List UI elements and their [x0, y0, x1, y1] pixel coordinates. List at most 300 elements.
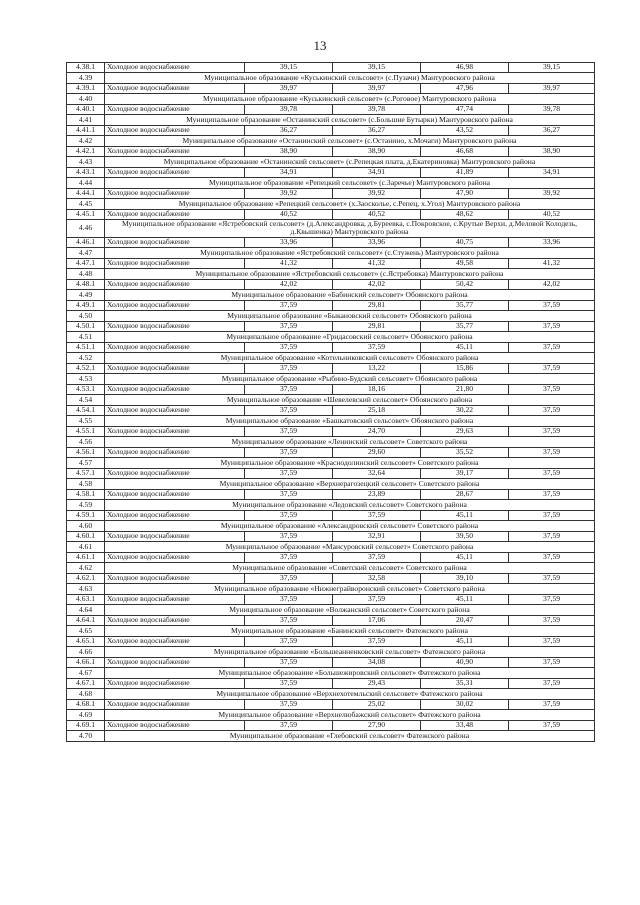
tariff-value: 29,60: [333, 447, 421, 457]
table-row: [67, 258, 595, 268]
tariff-value: 29,43: [333, 678, 421, 688]
municipality-title: Муниципальное образование «Большеанненковский сельсовет» Фатежского района: [105, 646, 595, 657]
tariff-value: 25,02: [333, 699, 421, 709]
service-name: Холодное водоснабжение: [105, 63, 245, 73]
tariff-value: 40,52: [245, 210, 333, 220]
tariff-value: 45,11: [421, 636, 509, 646]
municipality-row: [67, 310, 595, 321]
tariff-value: 37,59: [509, 363, 595, 373]
municipality-row: [67, 394, 595, 405]
municipality-row: [67, 115, 595, 126]
service-name: Холодное водоснабжение: [105, 510, 245, 520]
municipality-title: Муниципальное образование «Куськинский сельсовет» (с.Пузачи) Мантуровского района: [105, 73, 595, 84]
tariff-value: 37,59: [245, 699, 333, 709]
municipality-row: [67, 478, 595, 489]
table-row: [67, 237, 595, 247]
municipality-title: Муниципальное образование «Котельниковский сельсовет» Обоянского района: [105, 352, 595, 363]
table-row: [67, 300, 595, 310]
row-number: 4.42.1: [67, 147, 105, 157]
row-number: 4.45: [67, 199, 105, 210]
municipality-title: Муниципальное образование «Быкановский сельсовет» Обоянского района: [105, 310, 595, 321]
tariff-value: 35,31: [421, 678, 509, 688]
municipality-title: Муниципальное образование «Краснодолинский сельсовет» Советского района: [105, 457, 595, 468]
municipality-row: [67, 520, 595, 531]
municipality-row: [67, 730, 595, 741]
row-number: 4.44: [67, 178, 105, 189]
row-number: 4.42: [67, 136, 105, 147]
row-number: 4.70: [67, 730, 105, 741]
tariff-value: 37,59: [245, 636, 333, 646]
tariff-value: 20,47: [421, 615, 509, 625]
municipality-title: Муниципальное образование «Шевелевский сельсовет» Обоянского района: [105, 394, 595, 405]
tariff-value: 37,59: [509, 342, 595, 352]
tariff-value: 37,59: [245, 594, 333, 604]
row-number: 4.54: [67, 394, 105, 405]
table-row: [67, 84, 595, 94]
municipality-row: [67, 625, 595, 636]
tariff-value: 17,06: [333, 615, 421, 625]
municipality-row: [67, 73, 595, 84]
tariff-value: 37,59: [509, 384, 595, 394]
tariff-value: 49,58: [421, 258, 509, 268]
service-name: Холодное водоснабжение: [105, 147, 245, 157]
row-number: 4.57: [67, 457, 105, 468]
table-row: [67, 468, 595, 478]
service-name: Холодное водоснабжение: [105, 237, 245, 247]
tariff-value: 41,32: [245, 258, 333, 268]
table-row: [67, 699, 595, 709]
row-number: 4.41: [67, 115, 105, 126]
tariff-value: 15,86: [421, 363, 509, 373]
row-number: 4.63.1: [67, 594, 105, 604]
table-row: [67, 447, 595, 457]
municipality-row: [67, 247, 595, 258]
municipality-row: [67, 457, 595, 468]
service-name: Холодное водоснабжение: [105, 363, 245, 373]
tariff-value: 39,92: [245, 189, 333, 199]
row-number: 4.52: [67, 352, 105, 363]
service-name: Холодное водоснабжение: [105, 189, 245, 199]
row-number: 4.64.1: [67, 615, 105, 625]
row-number: 4.40.1: [67, 105, 105, 115]
municipality-row: [67, 268, 595, 279]
row-number: 4.62: [67, 562, 105, 573]
municipality-title: Муниципальное образование «Мансуровский сельсовет» Советского района: [105, 541, 595, 552]
table-row: [67, 510, 595, 520]
row-number: 4.65.1: [67, 636, 105, 646]
municipality-title: Муниципальное образование «Большежировский сельсовет» Фатежского района: [105, 667, 595, 678]
tariff-value: 39,50: [421, 531, 509, 541]
tariff-value: 36,27: [245, 126, 333, 136]
tariff-value: 37,59: [245, 552, 333, 562]
row-number: 4.43: [67, 157, 105, 168]
tariff-value: 37,59: [333, 636, 421, 646]
municipality-title: Муниципальное образование «Останинский сельсовет» (с.Большие Бутырки) Мантуровского района: [105, 115, 595, 126]
service-name: Холодное водоснабжение: [105, 573, 245, 583]
municipality-title: Муниципальное образование «Останинский сельсовет» (с.Репецкая плата, д.Екатериновка) Мантуровского района: [105, 157, 595, 168]
tariff-value: 39,78: [245, 105, 333, 115]
municipality-title: Муниципальное образование «Куськинский сельсовет» (с.Роговое) Мантуровского района: [105, 94, 595, 105]
tariff-value: 32,91: [333, 531, 421, 541]
service-name: Холодное водоснабжение: [105, 300, 245, 310]
service-name: Холодное водоснабжение: [105, 447, 245, 457]
row-number: 4.60.1: [67, 531, 105, 541]
table-row: [67, 63, 595, 73]
table-row: [67, 657, 595, 667]
tariff-value: 33,48: [421, 720, 509, 730]
tariff-value: 43,52: [421, 126, 509, 136]
tariff-value: 37,59: [509, 405, 595, 415]
municipality-row: [67, 136, 595, 147]
tariff-value: 37,59: [245, 615, 333, 625]
row-number: 4.61.1: [67, 552, 105, 562]
tariff-value: 33,96: [245, 237, 333, 247]
table-row: [67, 189, 595, 199]
tariff-value: 39,15: [333, 63, 421, 73]
service-name: Холодное водоснабжение: [105, 720, 245, 730]
tariff-value: 37,59: [509, 720, 595, 730]
row-number: 4.59: [67, 499, 105, 510]
row-number: 4.47: [67, 247, 105, 258]
tariff-value: 37,59: [333, 342, 421, 352]
municipality-title: Муниципальное образование «Александровский сельсовет» Советского района: [105, 520, 595, 531]
tariff-value: 39,15: [509, 63, 595, 73]
tariff-value: 40,75: [421, 237, 509, 247]
table-row: [67, 126, 595, 136]
tariff-value: 45,11: [421, 342, 509, 352]
tariff-value: 37,59: [509, 468, 595, 478]
municipality-title: Муниципальное образование «Репецкий сельсовет» (х.Заосколье, с.Репец, х.Угол) Мантуровского района: [105, 199, 595, 210]
table-row: [67, 168, 595, 178]
row-number: 4.66: [67, 646, 105, 657]
service-name: Холодное водоснабжение: [105, 489, 245, 499]
table-row: [67, 489, 595, 499]
municipality-title: Муниципальное образование «Ястребовский сельсовет» (с.Стужень) Мантуровского района: [105, 247, 595, 258]
tariff-value: 50,42: [421, 279, 509, 289]
row-number: 4.58: [67, 478, 105, 489]
row-number: 4.53: [67, 373, 105, 384]
municipality-title: Муниципальное образование «Ястребовский сельсовет» (д.Александровка, д.Буреевка, с.Покровское, с.Крутые Верхи, д.Меловой Колодезь, д.Квышенка) Мантуровского района: [105, 220, 595, 238]
row-number: 4.66.1: [67, 657, 105, 667]
row-number: 4.67: [67, 667, 105, 678]
table-row: [67, 636, 595, 646]
page-number: 13: [313, 38, 327, 53]
tariff-value: 29,81: [333, 321, 421, 331]
tariff-value: 27,90: [333, 720, 421, 730]
municipality-title: Муниципальное образование «Ледовский сельсовет» Советского района: [105, 499, 595, 510]
tariff-value: 47,74: [421, 105, 509, 115]
municipality-title: Муниципальное образование «Гридасовский сельсовет» Обоянского района: [105, 331, 595, 342]
tariff-value: 42,02: [333, 279, 421, 289]
municipality-title: Муниципальное образование «Ястребовский сельсовет» (с.Ястребовка) Мантуровского района: [105, 268, 595, 279]
row-number: 4.56: [67, 436, 105, 447]
tariff-value: 36,27: [509, 126, 595, 136]
row-number: 4.57.1: [67, 468, 105, 478]
row-number: 4.46: [67, 220, 105, 238]
municipality-title: Муниципальное образование «Верхнехотемльский сельсовет» Фатежского района: [105, 688, 595, 699]
tariff-value: 41,32: [509, 258, 595, 268]
tariff-value: 46,68: [421, 147, 509, 157]
row-number: 4.69: [67, 709, 105, 720]
tariff-value: 41,32: [333, 258, 421, 268]
row-number: 4.48: [67, 268, 105, 279]
service-name: Холодное водоснабжение: [105, 126, 245, 136]
municipality-row: [67, 709, 595, 720]
municipality-row: [67, 415, 595, 426]
tariff-value: 34,91: [245, 168, 333, 178]
row-number: 4.68.1: [67, 699, 105, 709]
row-number: 4.49.1: [67, 300, 105, 310]
row-number: 4.58.1: [67, 489, 105, 499]
tariff-value: 39,78: [333, 105, 421, 115]
service-name: Холодное водоснабжение: [105, 678, 245, 688]
tariff-value: 37,59: [245, 426, 333, 436]
service-name: Холодное водоснабжение: [105, 405, 245, 415]
tariff-value: 39,15: [245, 63, 333, 73]
tariff-value: 37,59: [245, 405, 333, 415]
tariff-value: 34,91: [333, 168, 421, 178]
tariff-value: 37,59: [333, 594, 421, 604]
tariff-value: 39,97: [509, 84, 595, 94]
tariff-value: 24,70: [333, 426, 421, 436]
municipality-row: [67, 178, 595, 189]
row-number: 4.44.1: [67, 189, 105, 199]
row-number: 4.55.1: [67, 426, 105, 436]
tariff-value: 37,59: [509, 552, 595, 562]
municipality-row: [67, 688, 595, 699]
tariff-value: 40,52: [509, 210, 595, 220]
row-number: 4.53.1: [67, 384, 105, 394]
tariff-value: 33,96: [509, 237, 595, 247]
tariff-value: 39,97: [333, 84, 421, 94]
row-number: 4.56.1: [67, 447, 105, 457]
table-row: [67, 594, 595, 604]
tariff-value: 48,62: [421, 210, 509, 220]
tariff-value: 40,52: [333, 210, 421, 220]
tariff-value: 34,91: [509, 168, 595, 178]
municipality-row: [67, 220, 595, 238]
tariff-value: 29,63: [421, 426, 509, 436]
tariff-value: 39,92: [509, 189, 595, 199]
tariff-value: 30,02: [421, 699, 509, 709]
tariff-value: 46,98: [421, 63, 509, 73]
tariff-table: [66, 62, 595, 742]
tariff-value: 39,10: [421, 573, 509, 583]
municipality-title: Муниципальное образование «Банинский сельсовет» Фатежского района: [105, 625, 595, 636]
row-number: 4.51: [67, 331, 105, 342]
tariff-value: 34,08: [333, 657, 421, 667]
tariff-value: 25,18: [333, 405, 421, 415]
row-number: 4.41.1: [67, 126, 105, 136]
row-number: 4.40: [67, 94, 105, 105]
table-row: [67, 615, 595, 625]
municipality-title: Муниципальное образование «Глебовский сельсовет» Фатежского района: [105, 730, 595, 741]
table-row: [67, 720, 595, 730]
service-name: Холодное водоснабжение: [105, 552, 245, 562]
tariff-value: 37,59: [245, 531, 333, 541]
municipality-row: [67, 583, 595, 594]
table-row: [67, 147, 595, 157]
table-row: [67, 678, 595, 688]
municipality-row: [67, 646, 595, 657]
tariff-value: 35,77: [421, 300, 509, 310]
tariff-value: 37,59: [245, 321, 333, 331]
tariff-value: 32,64: [333, 468, 421, 478]
table-row: [67, 210, 595, 220]
table-row: [67, 531, 595, 541]
municipality-row: [67, 562, 595, 573]
municipality-title: Муниципальное образование «Башкатовский сельсовет» Обоянского района: [105, 415, 595, 426]
tariff-value: 45,11: [421, 510, 509, 520]
tariff-value: 13,22: [333, 363, 421, 373]
tariff-value: 37,59: [509, 573, 595, 583]
tariff-value: 41,89: [421, 168, 509, 178]
row-number: 4.52.1: [67, 363, 105, 373]
municipality-row: [67, 604, 595, 615]
municipality-title: Муниципальное образование «Ленинский сельсовет» Советского района: [105, 436, 595, 447]
tariff-value: 35,52: [421, 447, 509, 457]
row-number: 4.50: [67, 310, 105, 321]
row-number: 4.61: [67, 541, 105, 552]
tariff-value: 33,96: [333, 237, 421, 247]
service-name: Холодное водоснабжение: [105, 657, 245, 667]
tariff-value: 37,59: [509, 447, 595, 457]
municipality-title: Муниципальное образование «Рыбино-Будский сельсовет» Обоянского района: [105, 373, 595, 384]
tariff-value: 37,59: [245, 720, 333, 730]
tariff-value: 42,02: [245, 279, 333, 289]
table-row: [67, 405, 595, 415]
municipality-title: Муниципальное образование «Верхнерагозецкий сельсовет» Советского района: [105, 478, 595, 489]
tariff-value: 39,97: [245, 84, 333, 94]
table-row: [67, 363, 595, 373]
service-name: Холодное водоснабжение: [105, 426, 245, 436]
tariff-value: 37,59: [509, 615, 595, 625]
service-name: Холодное водоснабжение: [105, 531, 245, 541]
municipality-title: Муниципальное образование «Верхнелюбажский сельсовет» Фатежского района: [105, 709, 595, 720]
table-row: [67, 426, 595, 436]
municipality-title: Муниципальное образование «Бабинский сельсовет» Обоянского района: [105, 289, 595, 300]
service-name: Холодное водоснабжение: [105, 636, 245, 646]
tariff-value: 23,89: [333, 489, 421, 499]
table-row: [67, 279, 595, 289]
tariff-value: 37,59: [509, 321, 595, 331]
service-name: Холодное водоснабжение: [105, 279, 245, 289]
tariff-value: 32,58: [333, 573, 421, 583]
row-number: 4.67.1: [67, 678, 105, 688]
table-row: [67, 384, 595, 394]
row-number: 4.38.1: [67, 63, 105, 73]
tariff-value: 37,59: [245, 489, 333, 499]
tariff-value: 42,02: [509, 279, 595, 289]
tariff-value: 37,59: [509, 426, 595, 436]
tariff-value: 47,96: [421, 84, 509, 94]
tariff-value: 18,16: [333, 384, 421, 394]
tariff-value: 37,59: [509, 636, 595, 646]
row-number: 4.50.1: [67, 321, 105, 331]
municipality-row: [67, 667, 595, 678]
table-row: [67, 105, 595, 115]
row-number: 4.62.1: [67, 573, 105, 583]
municipality-title: Муниципальное образование «Репецкий сельсовет» (с.Заречье) Мантуровского района: [105, 178, 595, 189]
tariff-value: 47,90: [421, 189, 509, 199]
municipality-row: [67, 94, 595, 105]
tariff-value: 38,90: [509, 147, 595, 157]
tariff-value: 37,59: [245, 468, 333, 478]
row-number: 4.47.1: [67, 258, 105, 268]
tariff-value: 37,59: [509, 489, 595, 499]
service-name: Холодное водоснабжение: [105, 615, 245, 625]
tariff-value: 37,59: [245, 300, 333, 310]
tariff-value: 37,59: [509, 531, 595, 541]
row-number: 4.43.1: [67, 168, 105, 178]
row-number: 4.64: [67, 604, 105, 615]
table-row: [67, 573, 595, 583]
municipality-row: [67, 373, 595, 384]
tariff-value: 39,17: [421, 468, 509, 478]
tariff-value: 37,59: [245, 678, 333, 688]
tariff-value: 37,59: [245, 510, 333, 520]
tariff-value: 35,77: [421, 321, 509, 331]
tariff-value: 37,59: [245, 342, 333, 352]
municipality-row: [67, 352, 595, 363]
municipality-row: [67, 541, 595, 552]
tariff-value: 37,59: [509, 300, 595, 310]
row-number: 4.48.1: [67, 279, 105, 289]
service-name: Холодное водоснабжение: [105, 258, 245, 268]
tariff-value: 45,11: [421, 594, 509, 604]
municipality-row: [67, 331, 595, 342]
row-number: 4.49: [67, 289, 105, 300]
municipality-title: Муниципальное образование «Советский сельсовет» Советского района: [105, 562, 595, 573]
tariff-value: 39,92: [333, 189, 421, 199]
row-number: 4.39.1: [67, 84, 105, 94]
municipality-row: [67, 499, 595, 510]
tariff-value: 40,90: [421, 657, 509, 667]
municipality-row: [67, 199, 595, 210]
row-number: 4.54.1: [67, 405, 105, 415]
municipality-title: Муниципальное образование «Нижнеграйворонский сельсовет» Советского района: [105, 583, 595, 594]
tariff-value: 45,11: [421, 552, 509, 562]
tariff-value: 30,22: [421, 405, 509, 415]
municipality-title: Муниципальное образование «Останинский сельсовет» (с.Останино, х.Мочаги) Мантуровского района: [105, 136, 595, 147]
tariff-value: 37,59: [245, 363, 333, 373]
service-name: Холодное водоснабжение: [105, 594, 245, 604]
row-number: 4.60: [67, 520, 105, 531]
municipality-title: Муниципальное образование «Волжанский сельсовет» Советского района: [105, 604, 595, 615]
tariff-value: 37,59: [333, 510, 421, 520]
tariff-value: 37,59: [509, 510, 595, 520]
service-name: Холодное водоснабжение: [105, 84, 245, 94]
row-number: 4.63: [67, 583, 105, 594]
service-name: Холодное водоснабжение: [105, 321, 245, 331]
municipality-row: [67, 289, 595, 300]
tariff-value: 37,59: [245, 657, 333, 667]
row-number: 4.46.1: [67, 237, 105, 247]
tariff-value: 37,59: [245, 447, 333, 457]
table-row: [67, 321, 595, 331]
table-row: [67, 342, 595, 352]
row-number: 4.51.1: [67, 342, 105, 352]
row-number: 4.55: [67, 415, 105, 426]
tariff-value: 37,59: [509, 678, 595, 688]
municipality-row: [67, 436, 595, 447]
tariff-value: 37,59: [245, 573, 333, 583]
service-name: Холодное водоснабжение: [105, 384, 245, 394]
tariff-value: 37,59: [509, 657, 595, 667]
row-number: 4.68: [67, 688, 105, 699]
service-name: Холодное водоснабжение: [105, 342, 245, 352]
tariff-value: 36,27: [333, 126, 421, 136]
